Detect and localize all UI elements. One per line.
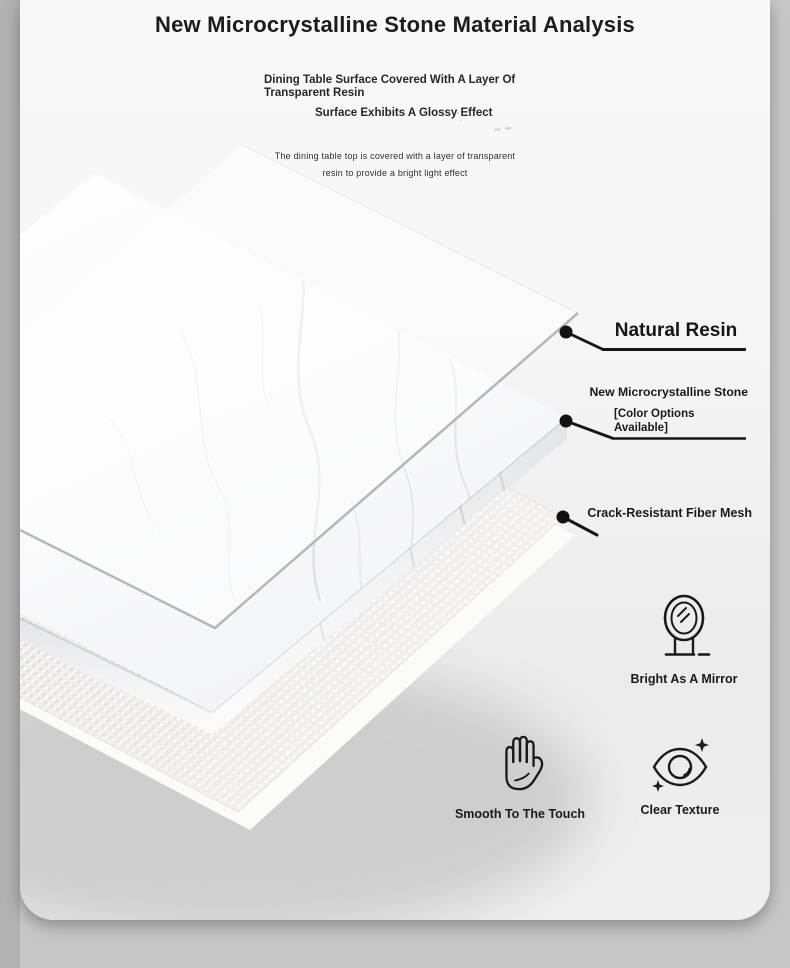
feature-label: Smooth To The Touch — [454, 807, 586, 821]
feature-bright-as-a-mirror — [604, 594, 764, 686]
feature-clear-texture — [600, 737, 760, 817]
eye-sparkle-icon — [648, 737, 712, 793]
feature-label: Clear Texture — [640, 803, 720, 817]
raised-hand-icon — [494, 733, 546, 793]
page-title: New Microcrystalline Stone Material Analysis — [155, 12, 635, 37]
description-line-1: The dining table top is covered with a layer of transparent — [274, 151, 516, 161]
subtitle-secondary: Surface Exhibits A Glossy Effect — [315, 107, 493, 119]
mirror-icon — [656, 594, 712, 660]
subtitle-primary: Dining Table Surface Covered With A Layer Of Transparent Resin — [264, 74, 516, 99]
callout-label-natural-resin: Natural Resin — [614, 320, 738, 341]
feature-smooth-to-the-touch — [440, 733, 600, 821]
description-line-2: resin to provide a bright light effect — [322, 168, 468, 178]
callout-sublabel-color-options: [Color Options Available] — [614, 408, 695, 434]
left-gray-strip — [0, 0, 20, 968]
callout-label-fiber-mesh: Crack-Resistant Fiber Mesh — [587, 506, 752, 520]
watermark-remnant — [457, 112, 459, 114]
callout-label-microcrystalline-stone: New Microcrystalline Stone — [589, 385, 748, 399]
feature-label: Bright As A Mirror — [630, 672, 738, 686]
material-analysis-card — [20, 0, 770, 920]
